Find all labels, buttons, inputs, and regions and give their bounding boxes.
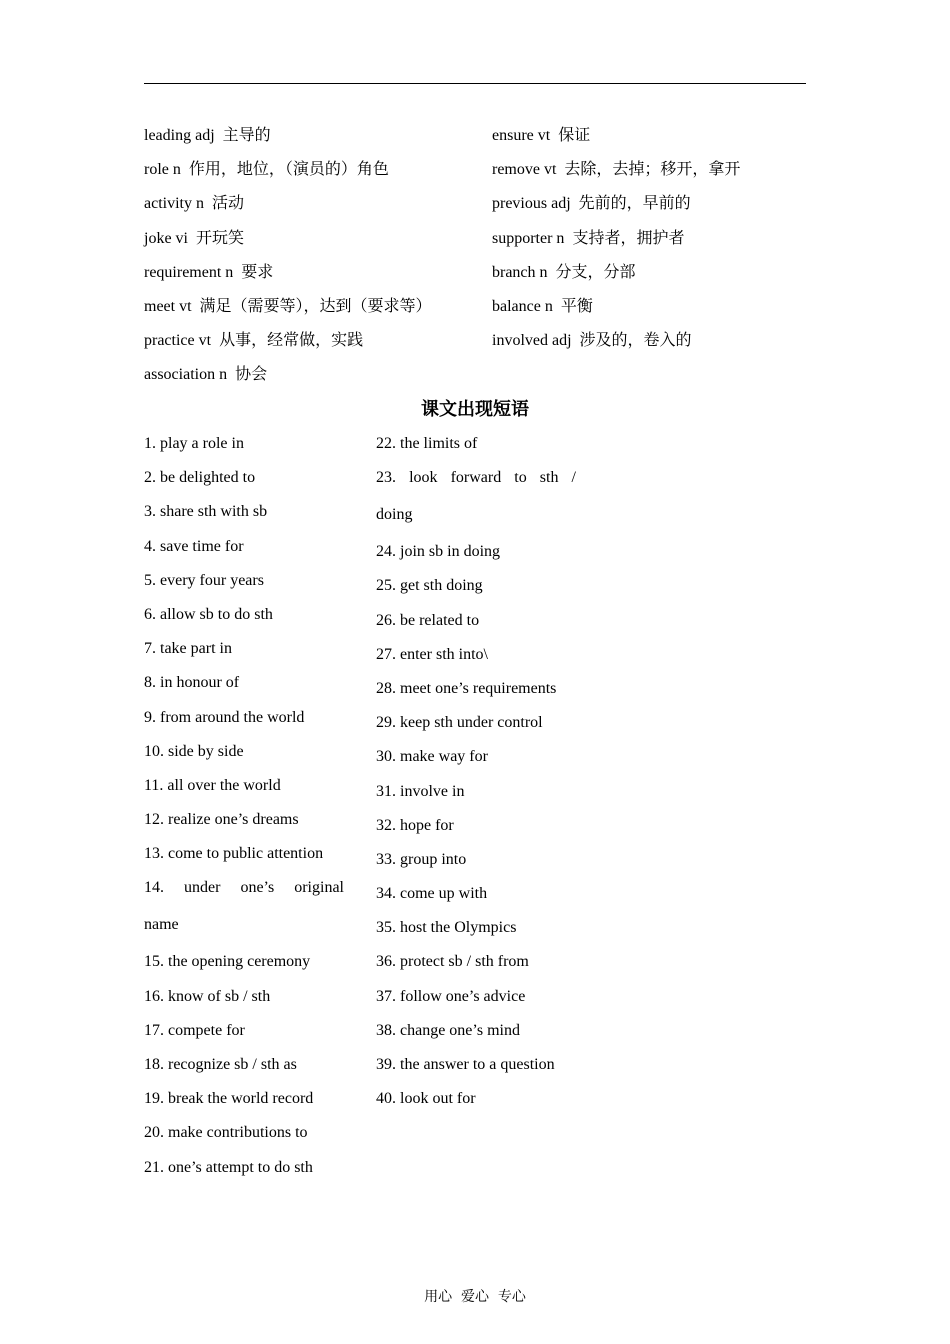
vocab-meaning: 涉及的，卷入的 [579, 332, 692, 350]
vocab-entry [144, 119, 271, 153]
phrase-item: 8. in honour of [144, 674, 240, 692]
vocab-word: joke vi [144, 229, 188, 247]
vocab-row [144, 358, 806, 392]
phrase-word: 14. [144, 879, 164, 897]
phrase-item: 19. break the world record [144, 1090, 314, 1108]
vocab-word: association n [144, 366, 228, 384]
vocabulary-list [144, 119, 806, 393]
phrase-item: 26. be related to [376, 611, 480, 629]
phrase-continuation: name [144, 916, 179, 934]
phrase-word: forward [450, 469, 502, 487]
vocab-word: supporter n [492, 229, 565, 247]
phrase-word: sth [539, 469, 559, 487]
phrase-item: 11. all over the world [144, 776, 281, 794]
phrase-item: 5. every four years [144, 571, 264, 589]
vocab-meaning: 协会 [235, 366, 268, 384]
phrase-item: 29. keep sth under control [376, 714, 543, 732]
phrase-word: original [294, 879, 344, 897]
phrase-item: 9. from around the world [144, 708, 305, 726]
vocab-word: remove vt [492, 161, 557, 179]
vocab-word: role n [144, 161, 181, 179]
phrase-item: 12. realize one’s dreams [144, 811, 299, 829]
phrase-item: 40. look out for [376, 1090, 476, 1108]
vocab-entry [492, 222, 684, 256]
vocab-row [144, 153, 806, 187]
page-footer: 用心 爱心 专心 [424, 1289, 526, 1305]
vocab-word: practice vt [144, 332, 212, 350]
vocab-meaning: 支持者，拥护者 [572, 229, 685, 247]
vocab-row [144, 187, 806, 221]
phrase-item: 30. make way for [376, 748, 488, 766]
vocab-entry [492, 187, 691, 221]
vocab-entry [144, 222, 244, 256]
phrase-item: 27. enter sth into\ [376, 645, 488, 663]
vocab-entry [144, 256, 273, 290]
phrase-word: / [571, 469, 576, 487]
vocab-row [144, 222, 806, 256]
section-title: 课文出现短语 [421, 399, 529, 420]
vocab-word: involved adj [492, 332, 572, 350]
vocab-entry [144, 358, 267, 392]
vocab-word: requirement n [144, 263, 234, 281]
vocab-word: branch n [492, 263, 548, 281]
phrase-continuation: doing [376, 506, 413, 524]
vocab-meaning: 平衡 [560, 297, 593, 315]
vocab-meaning: 作用，地位，（演员的）角色 [188, 161, 389, 179]
vocab-row [144, 324, 806, 358]
phrase-item: 4. save time for [144, 537, 244, 555]
vocab-meaning: 主导的 [222, 127, 271, 144]
vocab-meaning: 去除，去掉；移开，拿开 [564, 161, 741, 179]
phrase-item: 3. share sth with sb [144, 503, 268, 521]
vocab-entry [144, 187, 244, 221]
phrase-word: one’s [240, 879, 275, 897]
phrase-item: 24. join sb in doing [376, 543, 501, 561]
vocab-meaning: 从事，经常做，实践 [219, 332, 364, 350]
phrase-item: 18. recognize sb / sth as [144, 1056, 297, 1073]
phrase-word: under [184, 879, 221, 897]
phrase-justified-line [376, 461, 576, 495]
vocab-row [144, 290, 806, 324]
vocab-entry [144, 153, 389, 187]
phrase-item: 17. compete for [144, 1021, 245, 1039]
vocab-entry [144, 324, 363, 358]
phrase-item [376, 461, 576, 535]
phrase-item: 32. hope for [376, 816, 454, 834]
header-rule [144, 83, 806, 84]
phrase-justified-line [144, 871, 344, 905]
phrase-item: 2. be delighted to [144, 469, 256, 487]
phrase-item [144, 871, 344, 945]
phrase-item: 25. get sth doing [376, 577, 483, 595]
vocab-meaning: 开玩笑 [196, 229, 245, 247]
vocab-row [144, 119, 806, 153]
vocab-meaning: 要求 [241, 263, 274, 281]
phrase-item: 36. protect sb / sth from [376, 953, 529, 971]
phrase-item: 15. the opening ceremony [144, 953, 311, 971]
phrase-item: 21. one’s attempt to do sth [144, 1158, 313, 1176]
vocab-entry [492, 290, 593, 324]
vocab-word: activity n [144, 195, 204, 213]
vocab-word: leading adj [144, 127, 215, 144]
vocab-meaning: 分支，分部 [555, 263, 636, 281]
vocab-meaning: 满足（需要等），达到（要求等） [199, 297, 432, 315]
phrase-column-left [144, 427, 344, 1185]
phrase-word: look [409, 469, 438, 487]
vocab-meaning: 活动 [211, 195, 244, 213]
phrase-item: 20. make contributions to [144, 1124, 308, 1142]
phrase-column-right [376, 427, 576, 1116]
phrase-item: 16. know of sb / sth [144, 987, 271, 1005]
phrase-item: 31. involve in [376, 782, 465, 800]
vocab-entry [492, 324, 692, 358]
phrase-item: 35. host the Olympics [376, 919, 517, 937]
vocab-word: ensure vt [492, 127, 551, 144]
vocab-row [144, 256, 806, 290]
vocab-meaning: 先前的，早前的 [578, 195, 691, 213]
vocab-entry [492, 119, 590, 153]
vocab-word: previous adj [492, 195, 571, 213]
phrase-item: 37. follow one’s advice [376, 987, 526, 1005]
phrase-item: 39. the answer to a question [376, 1056, 555, 1073]
phrase-item: 33. group into [376, 850, 467, 868]
phrase-item: 7. take part in [144, 640, 232, 658]
vocab-word: meet vt [144, 297, 192, 315]
vocab-entry [144, 290, 432, 324]
phrase-item: 34. come up with [376, 885, 488, 903]
phrase-item: 28. meet one’s requirements [376, 679, 557, 697]
phrase-item: 13. come to public attention [144, 845, 324, 863]
vocab-word: balance n [492, 297, 553, 315]
vocab-entry [492, 153, 740, 187]
vocab-meaning: 保证 [558, 127, 591, 144]
phrase-item: 22. the limits of [376, 435, 478, 452]
phrase-item: 38. change one’s mind [376, 1021, 520, 1039]
vocab-entry [492, 256, 636, 290]
phrase-item: 1. play a role in [144, 435, 244, 452]
phrase-item: 6. allow sb to do sth [144, 605, 273, 623]
phrase-word: to [514, 469, 527, 487]
phrase-item: 10. side by side [144, 742, 244, 760]
phrase-word: 23. [376, 469, 396, 487]
